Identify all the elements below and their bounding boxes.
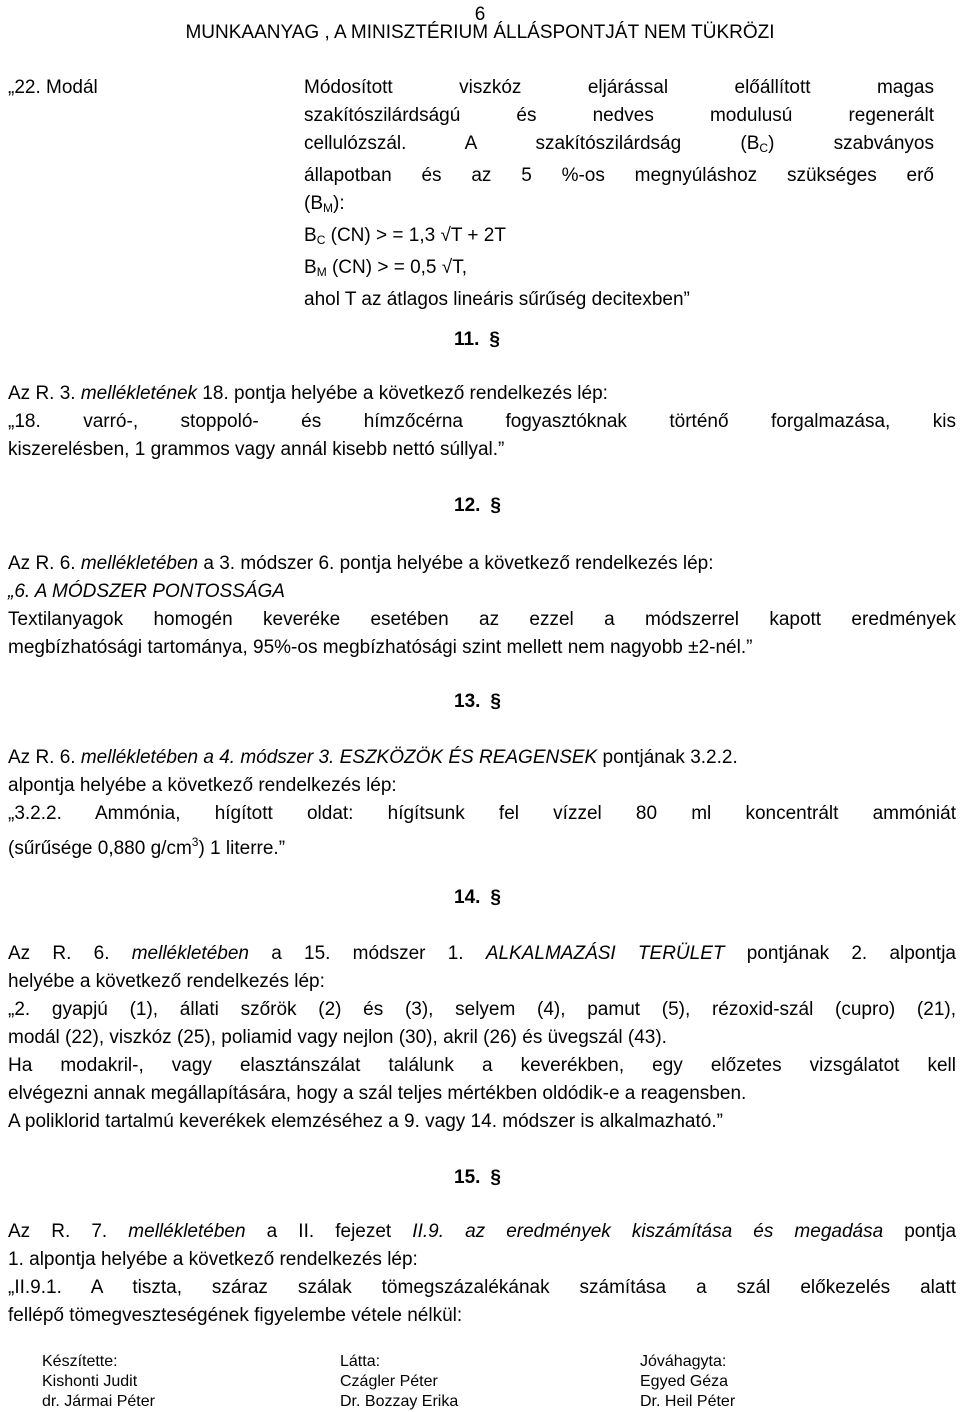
section-13-heading: 13. § [454, 691, 501, 712]
section-symbol: § [490, 1167, 501, 1188]
section-12-body1: „6. A MÓDSZER PONTOSSÁGA [8, 581, 285, 602]
section-14-body1: „2. gyapjú (1), állati szőrök (2) és (3), selyem (4), pamut (5), rézoxid-szál (cupro) (21), [8, 999, 956, 1020]
section-15-heading: 15. § [454, 1167, 501, 1188]
footer-label: Látta: [340, 1353, 381, 1370]
formula-bm: $B_M$ (CN) > = 0,5 √T, [304, 257, 467, 279]
section-15-body1: „II.9.1. A tiszta, száraz szálak tömegszázalékának számítása a szál előkezelés alatt [8, 1277, 956, 1298]
footer-name: Dr. Heil Péter [640, 1393, 736, 1410]
section-15-intro2: 1. alpontja helyébe a következő rendelkezés lép: [8, 1249, 418, 1270]
page-number: 6 [474, 4, 486, 25]
item22-line1: Módosított viszkóz eljárással előállított magas [304, 77, 934, 98]
item22-line8: ahol T az átlagos lineáris sűrűség decitexben” [304, 289, 690, 310]
section-15-intro: Az R. 7. mellékletében a II. fejezet II.9. az eredmények kiszámítása és megadása pontja [8, 1221, 957, 1242]
section-14-body3: Ha modakril-, vagy elasztánszálat találunk a keverékben, egy előzetes vizsgálatot kell [8, 1055, 956, 1076]
section-13-text [8, 744, 956, 863]
section-11-body2: kiszerelésben, 1 grammos vagy annál kisebb nettó súllyal.” [8, 439, 505, 460]
formula-bc: $B_C$ (CN) > = 1,3 √T + 2T [304, 225, 506, 247]
section-11-heading: 11. § [454, 329, 500, 350]
item22-line2: szakítószilárdságú és nedves modulusú regenerált [304, 105, 934, 126]
header-notice: MUNKAANYAG , A MINISZTÉRIUM ÁLLÁSPONTJÁT NEM TÜKRÖZI [185, 22, 775, 43]
item22-definition [304, 74, 934, 314]
item22-label: „22. Modál [8, 77, 98, 98]
section-11-text [8, 380, 956, 464]
section-14-intro: Az R. 6. mellékletében a 15. módszer 1. ALKALMAZÁSI TERÜLET pontjának 2. alpontja [8, 943, 956, 964]
section-12-body3: megbízhatósági tartománya, 95%-os megbízhatósági szint mellett nem nagyobb ±2-nél.” [8, 637, 753, 658]
section-11-body1: „18. varró-, stoppoló- és hímzőcérna fogyasztóknak történő forgalmazása, kis [8, 411, 956, 432]
section-12-intro: Az R. 6. mellékletében a 3. módszer 6. pontja helyébe a következő rendelkezés lép: [8, 553, 714, 574]
section-13-body1: „3.2.2. Ammónia, hígított oldat: hígítsunk fel vízzel 80 ml koncentrált ammóniát [8, 803, 956, 824]
section-symbol: § [490, 495, 501, 516]
section-12-body2: Textilanyagok homogén keveréke esetében az ezzel a módszerrel kapott eredmények [8, 609, 956, 630]
footer-reviewed-by [340, 1352, 458, 1412]
section-12-text [8, 550, 956, 662]
footer-label: Jóváhagyta: [640, 1353, 727, 1370]
footer-name: Dr. Bozzay Erika [340, 1393, 459, 1410]
footer-label: Készítette: [42, 1353, 118, 1370]
item22-line5: $(B_M)$: [304, 193, 345, 215]
section-symbol: § [489, 329, 500, 350]
section-14-body5: A poliklorid tartalmú keverékek elemzéséhez a 9. vagy 14. módszer is alkalmazható.” [8, 1111, 723, 1132]
section-14-intro2: helyébe a következő rendelkezés lép: [8, 971, 325, 992]
footer-name: dr. Jármai Péter [42, 1393, 155, 1410]
section-14-text [8, 940, 956, 1136]
footer-name: Czágler Péter [340, 1373, 438, 1390]
section-13-body2: (sűrűsége 0,880 $g/cm^3$) 1 literre.” [8, 835, 286, 859]
section-14-body4: elvégezni annak megállapítására, hogy a szál teljes mértékben oldódik-e a reagensben. [8, 1083, 747, 1104]
section-symbol: § [490, 887, 501, 908]
section-11-intro: Az R. 3. mellékletének 18. pontja helyébe a következő rendelkezés lép: [8, 383, 608, 404]
footer-approved-by [640, 1352, 735, 1412]
footer-prepared-by [42, 1352, 155, 1412]
section-symbol: § [490, 691, 501, 712]
section-15-text [8, 1218, 956, 1330]
section-12-heading: 12. § [454, 495, 501, 516]
section-14-heading: 14. § [454, 887, 501, 908]
section-13-intro2: alpontja helyébe a következő rendelkezés lép: [8, 775, 397, 796]
item22-line3: cellulózszál. A szakítószilárdság $(B_C)$ szabványos [304, 133, 934, 155]
section-13-intro: Az R. 6. mellékletében a 4. módszer 3. ESZKÖZÖK ÉS REAGENSEK pontjának 3.2.2. [8, 747, 738, 768]
footer-name: Egyed Géza [640, 1373, 729, 1390]
section-14-body2: modál (22), viszkóz (25), poliamid vagy nejlon (30), akril (26) és üvegszál (43). [8, 1027, 667, 1048]
footer-name: Kishonti Judit [42, 1373, 138, 1390]
item22-line4: állapotban és az 5 %-os megnyúláshoz szükséges erő [304, 165, 934, 186]
section-15-body2: fellépő tömegveszteségének figyelembe vétele nélkül: [8, 1305, 463, 1326]
